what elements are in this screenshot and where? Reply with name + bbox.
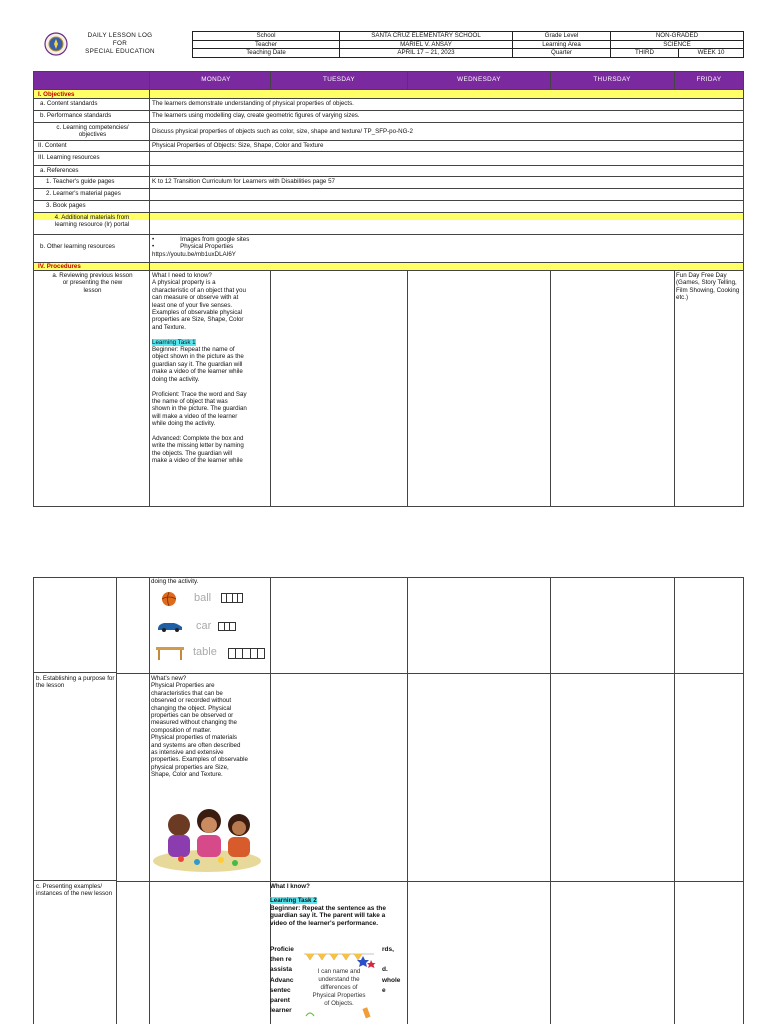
content-text: Physical Properties of Objects: Size, Shape, Color and Texture <box>152 142 324 149</box>
competencies-text: Discuss physical properties of objects such as color, size, shape and texture/ TP_SFP-po-NG-2 <box>152 128 413 135</box>
monday-reviewing-line: will make a video of the learner <box>152 412 238 420</box>
tg-text: K to 12 Transition Curriculum for Learners with Disabilities page 57 <box>152 178 335 185</box>
monday-establishing-line: changing the object. Physical <box>151 704 232 712</box>
quarter-label: Quarter <box>513 49 611 58</box>
presenting-label: c. Presenting examples/ instances of the new lesson <box>36 883 113 898</box>
monday-establishing-line: Shape, Color and Texture. <box>151 771 223 779</box>
references-label: a. References <box>40 167 79 174</box>
quarter-value: THIRD <box>611 49 679 58</box>
monday-reviewing-line: and Texture. <box>152 323 186 331</box>
other-resources-list: • Images from google sites • Physical Properties https://youtu.be/mb1uxDLAI6Y <box>152 236 250 258</box>
objectives-heading: I. Objectives <box>38 91 75 98</box>
school-value: SANTA CRUZ ELEMENTARY SCHOOL <box>340 32 513 41</box>
monday-establishing-line: Physical properties of materials <box>151 734 237 742</box>
day-friday: FRIDAY <box>696 76 722 83</box>
monday-reviewing-line: make a video of the learner while <box>152 368 243 376</box>
content-standards-text: The learners demonstrate understanding of physical properties of objects. <box>152 100 354 107</box>
tuesday-what-i-know: What I know? <box>270 883 310 890</box>
letter-boxes-car <box>218 622 236 631</box>
monday-establishing-text <box>151 675 269 779</box>
monday-reviewing-text <box>152 272 268 465</box>
day-header-row <box>34 72 743 89</box>
week-value: WEEK 10 <box>679 49 744 58</box>
tuesday-fragment-left: learner <box>270 1007 292 1015</box>
monday-reviewing-line: Advanced: Complete the box and <box>152 434 244 442</box>
deped-seal-logo <box>44 32 68 56</box>
tuesday-presenting-left-fragments <box>270 945 298 1016</box>
monday-reviewing-line: shown in the picture. The guardian <box>152 405 247 413</box>
letter-boxes-table <box>228 648 265 659</box>
competencies-label: c. Learning competencies/ objectives <box>56 124 129 139</box>
area-value: SCIENCE <box>611 40 744 49</box>
procedures-heading: IV. Procedures <box>38 263 81 270</box>
content-standards-label: a. Content standards <box>40 100 98 107</box>
word-table: table <box>193 646 217 658</box>
monday-reviewing-line: Beginner: Repeat the name of <box>152 346 235 354</box>
monday-reviewing-continued: doing the activity. <box>151 578 199 585</box>
word-car: car <box>196 620 212 632</box>
book-label: 3. Book pages <box>46 202 86 209</box>
monday-reviewing-line: least one of your five senses. <box>152 301 233 309</box>
table-icon <box>155 645 185 661</box>
tuesday-fragment-left: Proficie <box>270 946 294 953</box>
monday-establishing-line: properties. Examples of observable <box>151 756 248 764</box>
monday-reviewing-line <box>152 339 268 346</box>
lesson-table-page-1 <box>33 71 744 507</box>
tuesday-fragment-right: d. <box>382 966 388 974</box>
video-link[interactable]: https://youtu.be/mb1uxDLAI6Y <box>152 250 236 258</box>
school-label: School <box>193 32 340 41</box>
teacher-label: Teacher <box>193 40 340 49</box>
grade-value: NON-GRADED <box>611 32 744 41</box>
teacher-value: MARIEL V. ANSAY <box>340 40 513 49</box>
monday-reviewing-line: while doing the activity. <box>152 420 216 428</box>
tuesday-presenting-right-fragments <box>382 945 406 1016</box>
car-icon <box>156 619 184 633</box>
monday-establishing-line: as intensive and extensive <box>151 749 224 757</box>
monday-reviewing-line: Proficient: Trace the word and Say <box>152 390 247 398</box>
monday-reviewing-line: doing the activity. <box>152 375 200 383</box>
monday-reviewing-line: characteristic of an object that you <box>152 286 246 294</box>
monday-reviewing-line: object shown in the picture as the <box>152 353 244 361</box>
reviewing-label: a. Reviewing previous lesson or presenting the new lesson <box>52 272 133 294</box>
date-value: APRIL 17 – 21, 2023 <box>340 49 513 58</box>
tuesday-fragment-right: rds, <box>382 946 394 953</box>
monday-establishing-line: measured without changing the <box>151 719 237 727</box>
monday-reviewing-line: make a video of the learner while <box>152 457 243 465</box>
document-title: DAILY LESSON LOG FOR SPECIAL EDUCATION <box>85 32 155 55</box>
other-resources-label: b. Other learning resources <box>40 243 115 250</box>
monday-establishing-line: Physical Properties are <box>151 682 215 690</box>
monday-reviewing-line: Examples of observable physical <box>152 309 243 317</box>
physical-properties-poster: I can name and understand the differences of Physical Properties of Objects. <box>300 950 378 1020</box>
monday-reviewing-line: the name of object that was <box>152 397 228 405</box>
establishing-label: b. Establishing a purpose for the lesson <box>36 675 115 690</box>
resources-heading: III. Learning resources <box>38 154 100 161</box>
monday-reviewing-line: A physical property is a <box>152 279 216 287</box>
monday-establishing-line: physical properties are Size, <box>151 763 229 771</box>
monday-reviewing-line <box>152 428 268 435</box>
letter-boxes-ball <box>221 593 243 603</box>
monday-reviewing-line: What I need to know? <box>152 272 212 279</box>
monday-reviewing-line: can measure or observe with at <box>152 294 239 302</box>
monday-reviewing-line: properties are Size, Shape, Color <box>152 316 244 324</box>
lm-label: 2. Learner's material pages <box>46 190 121 197</box>
performance-standards-text: The learners using modelling clay, create geometric figures of varying sizes. <box>152 112 360 119</box>
monday-establishing-line: and systems are often described <box>151 741 241 749</box>
monday-reviewing-line: the objects. The guardian will <box>152 449 233 457</box>
date-label: Teaching Date <box>193 49 340 58</box>
tuesday-fragment-left: then re <box>270 956 292 964</box>
area-label: Learning Area <box>513 40 611 49</box>
tg-label: 1. Teacher's guide pages <box>46 178 115 185</box>
tuesday-presenting-block: What I know? Learning Task 2 Beginner: Repeat the sentence as the guardian say it. The parent will take a video of the learner's performance. <box>270 883 408 927</box>
tuesday-fragment-right: e <box>382 986 386 994</box>
monday-establishing-line: characteristics that can be <box>151 689 223 697</box>
grade-label: Grade Level <box>513 32 611 41</box>
tuesday-fragment-left: assista <box>270 966 293 974</box>
day-thursday: THURSDAY <box>593 76 631 83</box>
info-table <box>192 31 744 58</box>
tuesday-fragment-left: parent <box>270 997 290 1005</box>
additional-label: 4. Additional materials from learning resource (lr) portal <box>54 214 130 229</box>
children-playing-clay-illustration <box>151 795 263 873</box>
friday-reviewing-text: Fun Day Free Day (Games, Story Telling, Film Showing, Cooking etc.) <box>676 272 740 302</box>
monday-establishing-line: What's new? <box>151 675 187 682</box>
monday-establishing-line: composition of matter. <box>151 726 212 734</box>
tuesday-fragment-left: Advanc <box>270 976 294 984</box>
content-heading: II. Content <box>38 142 67 149</box>
tuesday-fragment-right <box>382 996 406 1006</box>
monday-reviewing-line <box>152 383 268 390</box>
day-tuesday: TUESDAY <box>322 76 356 83</box>
learning-task-1-label: Learning Task 1 <box>152 338 196 346</box>
monday-reviewing-line: write the missing letter by naming <box>152 442 244 450</box>
day-monday: MONDAY <box>201 76 231 83</box>
monday-establishing-line: observed or recorded without <box>151 697 232 705</box>
tuesday-fragment-right: whole <box>382 976 401 984</box>
word-ball: ball <box>194 592 212 604</box>
tuesday-fragment-left: sentec <box>270 986 291 994</box>
monday-reviewing-line <box>152 331 268 338</box>
tuesday-fragment-right <box>382 955 406 965</box>
day-wednesday: WEDNESDAY <box>457 76 501 83</box>
monday-reviewing-line: guardian say it. The guardian will <box>152 360 243 368</box>
ball-icon <box>160 590 178 608</box>
tuesday-fragment-right <box>382 1006 406 1016</box>
learning-task-2-label: Learning Task 2 <box>270 897 317 905</box>
monday-establishing-line: properties can be observed or <box>151 712 234 720</box>
performance-standards-label: b. Performance standards <box>40 112 112 119</box>
